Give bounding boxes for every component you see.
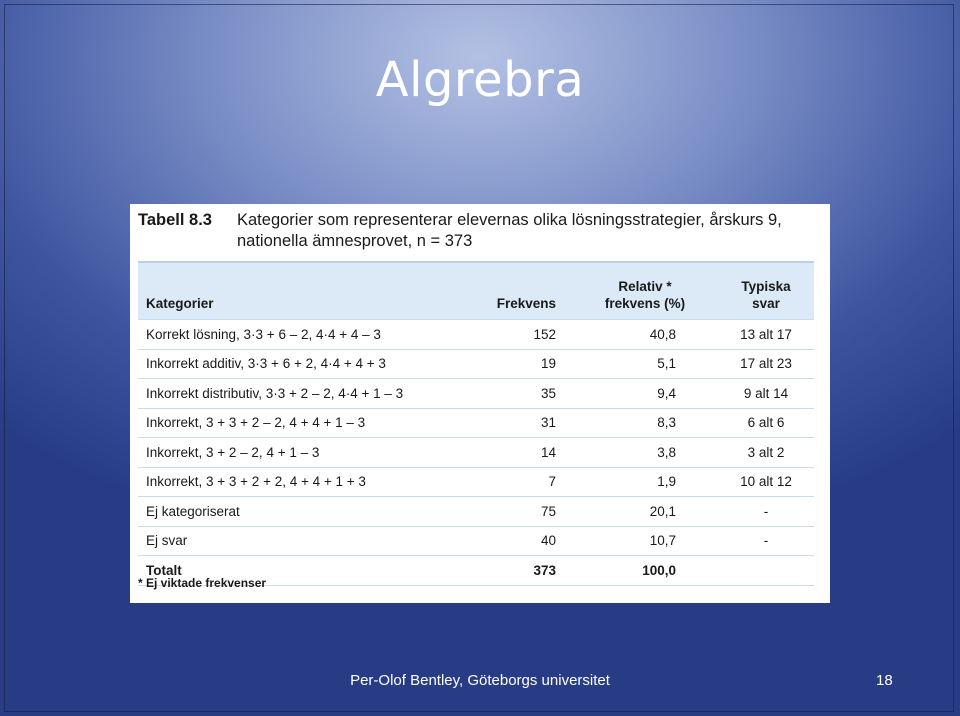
total-typical [718, 556, 814, 586]
cell-frequency: 7 [472, 467, 572, 497]
cell-frequency: 19 [472, 349, 572, 379]
cell-typical: 17 alt 23 [718, 349, 814, 379]
cell-frequency: 152 [472, 320, 572, 350]
table-row [138, 497, 814, 527]
cell-frequency: 75 [472, 497, 572, 527]
cell-relative: 40,8 [572, 320, 718, 350]
cell-category: Ej kategoriserat [138, 497, 472, 527]
cell-typical: 6 alt 6 [718, 408, 814, 438]
table-row [138, 438, 814, 468]
header-frequency: Frekvens [472, 262, 572, 320]
slide-title: Algrebra [375, 52, 585, 108]
total-frequency: 373 [472, 556, 572, 586]
table-label: Tabell 8.3 [138, 211, 212, 229]
table-footnote: * Ej viktade frekvenser [138, 576, 267, 590]
table-row [138, 467, 814, 497]
total-relative: 100,0 [572, 556, 718, 586]
header-typical: Typiska svar [718, 262, 814, 320]
table-caption-text: Kategorier som representerar elevernas olika lösningsstrategier, årskurs 9, nationella ämnesprovet, n = 373 [237, 211, 782, 250]
table-row [138, 349, 814, 379]
header-relative [572, 262, 718, 320]
cell-relative: 9,4 [572, 379, 718, 409]
cell-frequency: 14 [472, 438, 572, 468]
cell-relative: 1,9 [572, 467, 718, 497]
cell-category: Inkorrekt, 3 + 2 – 2, 4 + 1 – 3 [138, 438, 472, 468]
table-row [138, 408, 814, 438]
page-number: 18 [876, 672, 893, 689]
cell-category: Inkorrekt, 3 + 3 + 2 – 2, 4 + 4 + 1 – 3 [138, 408, 472, 438]
cell-relative: 5,1 [572, 349, 718, 379]
cell-frequency: 35 [472, 379, 572, 409]
total-label: Totalt [138, 556, 472, 586]
cell-relative: 3,8 [572, 438, 718, 468]
cell-category: Inkorrekt additiv, 3·3 + 6 + 2, 4·4 + 4 + 3 [138, 349, 472, 379]
cell-frequency: 40 [472, 526, 572, 556]
cell-category: Korrekt lösning, 3·3 + 6 – 2, 4·4 + 4 – 3 [138, 320, 472, 350]
table-row [138, 526, 814, 556]
cell-frequency: 31 [472, 408, 572, 438]
header-relative-line1: Relativ * [618, 279, 672, 294]
cell-typical: - [718, 526, 814, 556]
cell-category: Inkorrekt, 3 + 3 + 2 + 2, 4 + 4 + 1 + 3 [138, 467, 472, 497]
table-row [138, 379, 814, 409]
cell-typical: 3 alt 2 [718, 438, 814, 468]
data-table [138, 261, 814, 586]
cell-relative: 8,3 [572, 408, 718, 438]
cell-category: Inkorrekt distributiv, 3·3 + 2 – 2, 4·4 + 1 – 3 [138, 379, 472, 409]
cell-typical: - [718, 497, 814, 527]
cell-relative: 20,1 [572, 497, 718, 527]
cell-typical: 9 alt 14 [718, 379, 814, 409]
table-row [138, 320, 814, 350]
table-header-row [138, 262, 814, 320]
cell-category: Ej svar [138, 526, 472, 556]
cell-relative: 10,7 [572, 526, 718, 556]
header-category: Kategorier [138, 262, 472, 320]
table-card [130, 204, 830, 603]
slide-footer: Per-Olof Bentley, Göteborgs universitet [350, 672, 610, 689]
header-relative-line2: frekvens (%) [604, 296, 686, 311]
cell-typical: 13 alt 17 [718, 320, 814, 350]
cell-typical: 10 alt 12 [718, 467, 814, 497]
